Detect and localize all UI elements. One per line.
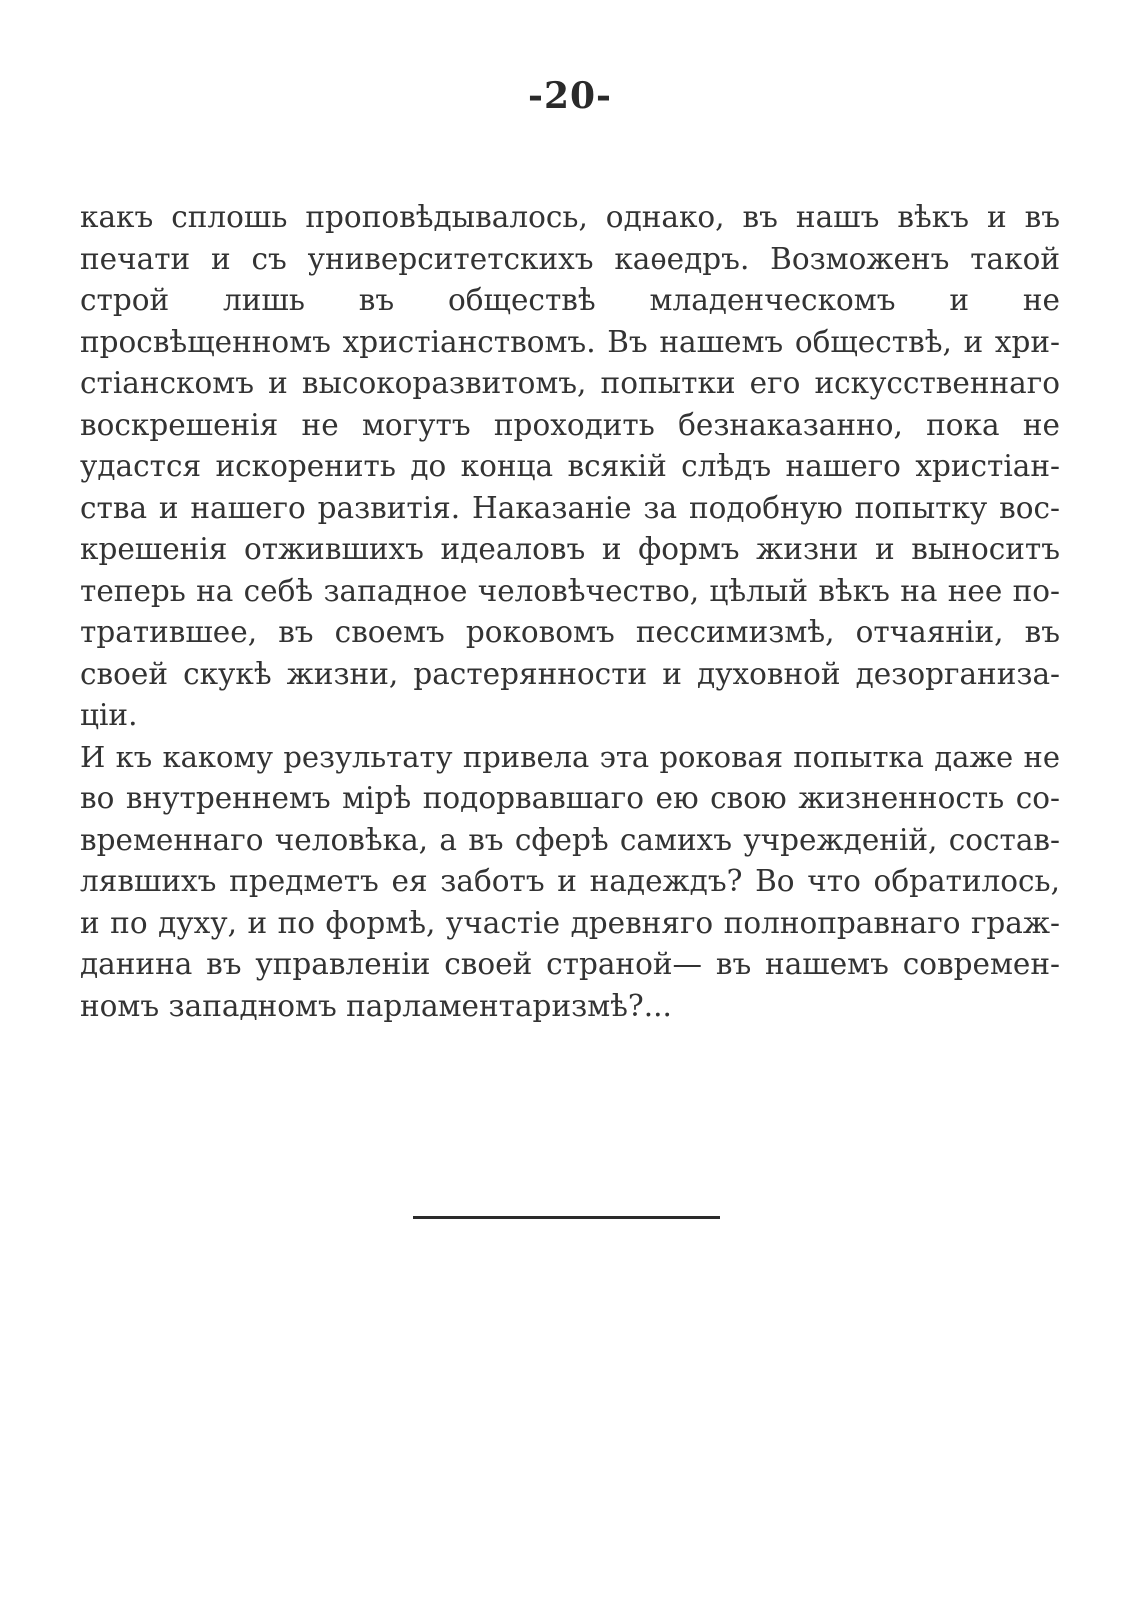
paragraph-end-line: номъ западномъ парламентаризмѣ?... <box>80 988 672 1023</box>
text-line: временнаго человѣка, а въ сферѣ самихъ учрежденій, состав- <box>80 822 1060 857</box>
text-line: И къ какому результату привела эта роковая попытка даже не <box>80 739 1060 774</box>
text-line: удастся искоренить до конца всякій слѣдъ нашего христіан- <box>80 449 1060 483</box>
text-line: просвѣщенномъ христіанствомъ. Въ нашемъ обществѣ, и хри- <box>80 324 1060 359</box>
text-line: лявшихъ предметъ ея заботъ и надеждъ? Во что обратилось, <box>80 864 1060 898</box>
text-line: стіанскомъ и высокоразвитомъ, попытки его искусственнаго <box>80 366 1060 400</box>
text-line: воскрешенія не могутъ проходить безнаказанно, пока не <box>80 407 1060 442</box>
text-line: во внутреннемъ мірѣ подорвавшаго ею свою жизненность со- <box>80 781 1060 815</box>
text-line: крешенія отжившихъ идеаловъ и формъ жизни и выноситъ <box>80 532 1060 566</box>
text-line: теперь на себѣ западное человѣчество, цѣлый вѣкъ на нее по- <box>80 573 1060 608</box>
paragraph-end-line: ціи. <box>80 698 138 732</box>
text-line: и по духу, и по формѣ, участіе древняго полноправнаго граж- <box>80 905 1060 940</box>
text-line: ства и нашего развитія. Наказаніе за подобную попытку вос- <box>80 490 1060 525</box>
text-line: строй лишь въ обществѣ младенческомъ и не <box>80 283 1060 317</box>
section-divider <box>413 1216 720 1219</box>
text-line: тратившее, въ своемъ роковомъ пессимизмѣ, отчаяніи, въ <box>80 615 1060 649</box>
text-line: какъ сплошь проповѣдывалось, однако, въ нашъ вѣкъ и въ <box>80 200 1060 234</box>
body-text <box>80 197 1060 1027</box>
page-number: -20- <box>528 75 612 117</box>
text-line: печати и съ университетскихъ каѳедръ. Возможенъ такой <box>80 241 1060 276</box>
text-line: данина въ управленіи своей страной— въ нашемъ современ- <box>80 947 1060 981</box>
text-line: своей скукѣ жизни, растерянности и духовной дезорганиза- <box>80 656 1060 691</box>
